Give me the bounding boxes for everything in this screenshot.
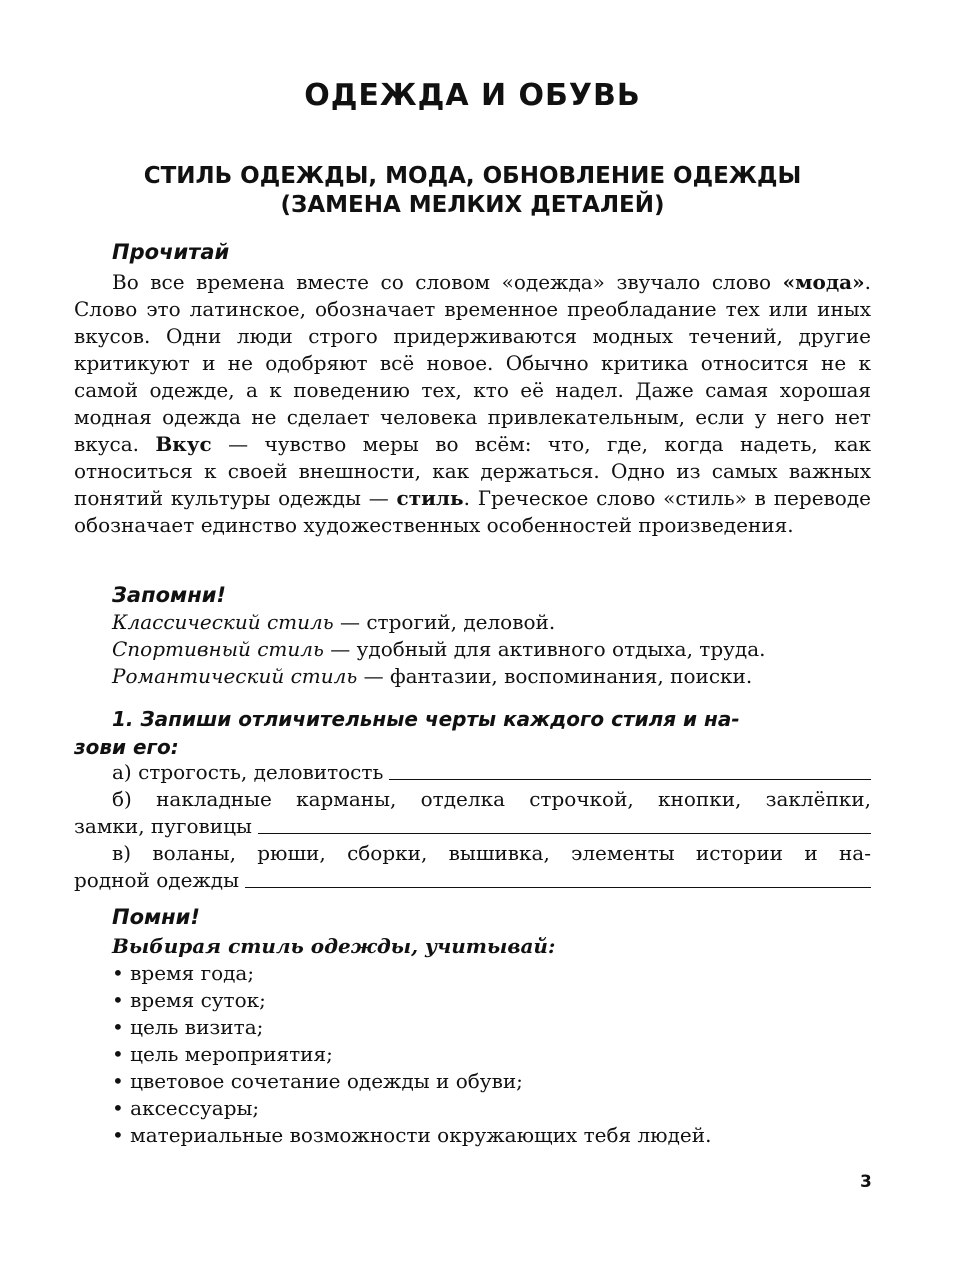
answer-b-line1: б) накладные карманы, отделка строчкой, кнопки, заклёпки, xyxy=(112,787,871,811)
read-text-part3: — чувство меры во всём: что, где, когда надеть, как относиться к своей внешности, как держаться. Одно из самых важных понятий культуры одежды — xyxy=(74,432,871,510)
page-number: 3 xyxy=(860,1172,872,1192)
style-classic xyxy=(74,609,871,636)
mind-heading: Помни! xyxy=(112,905,200,929)
answer-a xyxy=(74,759,871,786)
style-desc: — строгий, деловой. xyxy=(333,610,556,634)
answer-c-line[interactable] xyxy=(245,887,871,888)
answer-a-line[interactable] xyxy=(389,779,871,780)
task-1-answers xyxy=(74,759,871,894)
style-term: Романтический стиль xyxy=(112,664,358,688)
read-text-part1: Во все времена вместе со словом «одежда» звучало слово xyxy=(112,270,783,294)
style-romantic xyxy=(74,663,871,690)
remember-list xyxy=(74,609,871,690)
answer-c-line1: в) воланы, рюши, сборки, вышивка, элементы истории и на- xyxy=(112,841,871,865)
term-moda: «мода» xyxy=(782,270,865,294)
task-1-line2: зови его: xyxy=(74,735,179,759)
term-vkus: Вкус xyxy=(155,432,212,456)
read-text-part2: . Слово это латинское, обозначает временное преобладание тех или иных вкусов. Одни люди строго придерживаются модных течений, другие критикуют и не одобряют всё новое. Обычно критика относится не к самой одежде, а к поведению тех, кто её надел. Даже самая хорошая модная одежда не сделает человека привлекательным, если у него нет вкуса. xyxy=(74,270,871,456)
answer-c xyxy=(74,867,871,894)
section-title-line2: (ЗАМЕНА МЕЛКИХ ДЕТАЛЕЙ) xyxy=(280,192,665,218)
read-heading: Прочитай xyxy=(112,240,230,264)
term-stil: стиль xyxy=(396,486,464,510)
task-1-line1: 1. Запиши отличительные черты каждого стиля и на- xyxy=(112,707,740,731)
mind-bullet: • материальные возможности окружающих тебя людей. xyxy=(112,1123,712,1147)
style-term: Классический стиль xyxy=(112,610,334,634)
section-title xyxy=(74,162,871,220)
read-text xyxy=(74,269,871,539)
style-term: Спортивный стиль xyxy=(112,637,324,661)
mind-bullet: • цель визита; xyxy=(112,1015,264,1039)
style-desc: — фантазии, воспоминания, поиски. xyxy=(357,664,753,688)
mind-bullet: • время суток; xyxy=(112,988,266,1012)
answer-a-label: а) строгость, деловитость xyxy=(112,760,384,784)
mind-bullet: • время года; xyxy=(112,961,255,985)
answer-b-label: замки, пуговицы xyxy=(74,814,252,838)
mind-list xyxy=(74,933,871,1149)
remember-heading: Запомни! xyxy=(112,583,226,607)
answer-b xyxy=(74,813,871,840)
style-sport xyxy=(74,636,871,663)
mind-bullet: • цветовое сочетание одежды и обуви; xyxy=(112,1069,523,1093)
answer-c-label: родной одежды xyxy=(74,868,240,892)
mind-bullet: • аксессуары; xyxy=(112,1096,260,1120)
style-desc: — удобный для активного отдыха, труда. xyxy=(323,637,766,661)
mind-bullet: • цель мероприятия; xyxy=(112,1042,333,1066)
page-title: ОДЕЖДА И ОБУВЬ xyxy=(304,78,641,113)
answer-b-line[interactable] xyxy=(258,833,871,834)
mind-intro: Выбирая стиль одежды, учитывай: xyxy=(112,934,556,958)
read-paragraph xyxy=(74,269,871,539)
task-1-heading xyxy=(74,705,871,761)
read-text-part4: . Греческое слово «стиль» в переводе обозначает единство художественных особенностей произведения. xyxy=(74,486,871,537)
section-title-line1: СТИЛЬ ОДЕЖДЫ, МОДА, ОБНОВЛЕНИЕ ОДЕЖДЫ xyxy=(143,163,802,189)
